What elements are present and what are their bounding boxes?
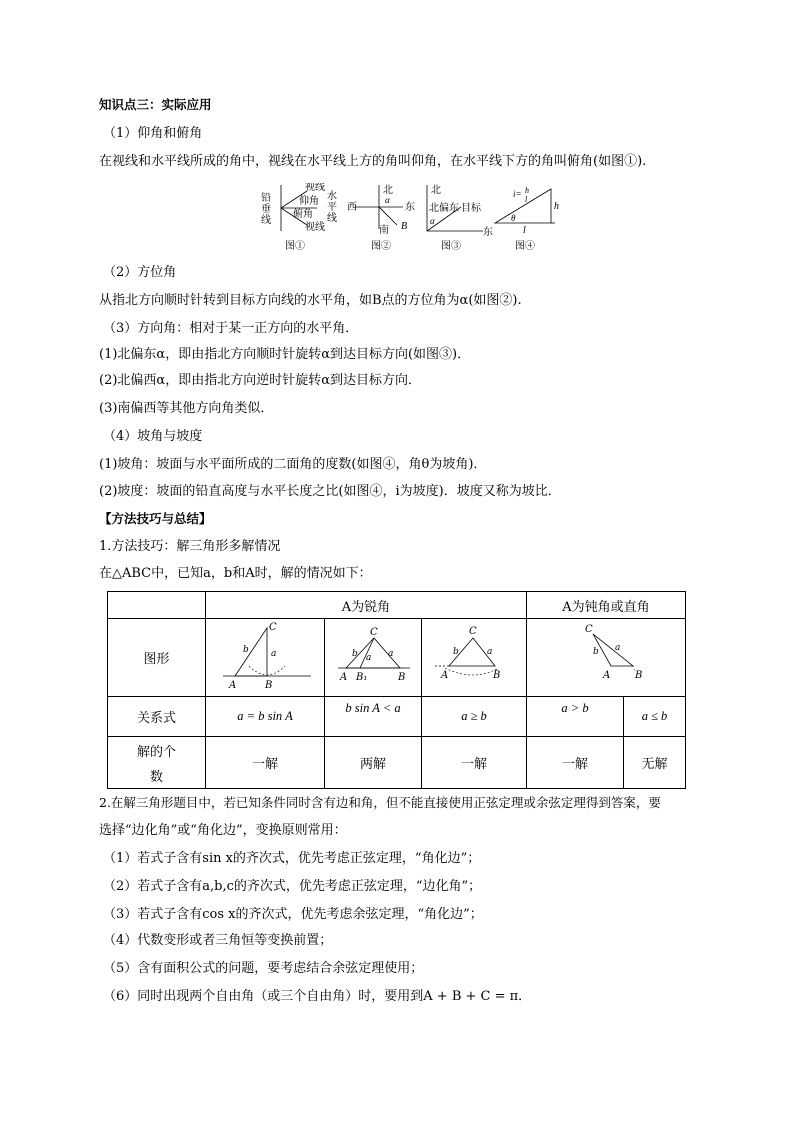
rule-2: （2）若式子含有a,b,c的齐次式，优先考虑正弦定理，“边化角”； xyxy=(103,879,482,894)
cell-figure-2 xyxy=(325,619,422,697)
fig-label: C xyxy=(469,625,477,637)
row-label-count-line1: 解的个 xyxy=(136,744,176,760)
fig3-caption: 图③ xyxy=(441,241,461,252)
fig-label: B xyxy=(635,669,643,681)
subsection-heading-bearing: （2）方位角 xyxy=(103,265,177,280)
fig-label: B xyxy=(398,671,406,683)
relation-cell: a ≤ b xyxy=(624,697,686,737)
fig1-label: 水 xyxy=(327,191,337,202)
method-2-line1 xyxy=(99,794,661,812)
fig4-label: l xyxy=(523,225,526,236)
solutions-table xyxy=(107,591,686,789)
fig-label: a xyxy=(271,648,277,659)
table-row-count xyxy=(108,737,686,789)
fig3-label: 北 xyxy=(431,185,441,196)
relation-cell: a > b xyxy=(527,697,624,737)
rule-4: （4）代数变形或者三角恒等变换前置； xyxy=(103,933,333,948)
rule-5: （5）含有面积公式的问题，要考虑结合余弦定理使用； xyxy=(103,961,424,976)
fig1-label: 俯角 xyxy=(293,209,313,220)
figure-1 xyxy=(261,183,337,252)
method-2-line2: 选择“边化角”或“角化边”，变换原则常用： xyxy=(99,823,347,838)
triangle-figure-2 xyxy=(328,620,418,692)
paragraph-bearing: 从指北方向顺时针转到目标方向线的水平角，如B点的方位角为α(如图②). xyxy=(99,293,522,308)
header-obtuse: A为钝角或直角 xyxy=(527,592,686,619)
fig2-label: 南 xyxy=(379,225,389,236)
count-cell: 无解 xyxy=(624,737,686,789)
fig3-label: 北偏东 xyxy=(429,203,459,214)
count-cell: 一解 xyxy=(206,737,325,789)
table-row-figure xyxy=(108,619,686,697)
paragraph-direction-2: (2)北偏西α，即由指北方向逆时针旋转α到达目标方向． xyxy=(99,373,421,388)
fig1-label: 视线 xyxy=(305,183,325,193)
subsection-heading-slope: （4）坡角与坡度 xyxy=(103,429,203,444)
row-label-relation: 关系式 xyxy=(108,697,206,737)
cell-figure-3 xyxy=(422,619,527,697)
fig2-label: 东 xyxy=(405,202,415,213)
paragraph-direction-3: (3)南偏西等其他方向角类似． xyxy=(99,401,274,416)
method-1-heading: 1.方法技巧：解三角形多解情况 xyxy=(99,539,281,554)
fig-label: A xyxy=(229,679,237,691)
fig4-label: h xyxy=(554,201,559,212)
relation-cell: b sin A < a xyxy=(325,697,422,737)
fig3-label: 东 xyxy=(483,227,493,238)
section-title: 知识点三：实际应用 xyxy=(99,97,212,112)
fig-label: a xyxy=(366,652,372,663)
fig-label: B xyxy=(493,669,501,681)
row-label-count xyxy=(108,737,206,789)
count-cell: 两解 xyxy=(325,737,422,789)
fig1-label: 铅 xyxy=(261,193,271,204)
fig-label: A xyxy=(340,671,348,683)
rule-3: （3）若式子含有cos x的齐次式，优先考虑余弦定理，“角化边”； xyxy=(103,907,483,922)
row-label-count-line2: 数 xyxy=(149,769,163,785)
cell-figure-4 xyxy=(527,619,686,697)
fig3-label: 目标 xyxy=(461,203,481,214)
table-header-row xyxy=(108,592,686,619)
triangle-figure-4 xyxy=(551,620,661,692)
method-section-title: 【方法技巧与总结】 xyxy=(99,511,212,526)
fig-label: b xyxy=(243,644,249,655)
method-1-intro: 在△ABC中，已知a，b和A时，解的情况如下： xyxy=(99,566,372,581)
fig4-label: i= xyxy=(513,189,522,199)
fig3-label: α xyxy=(430,216,435,226)
figure-2 xyxy=(347,184,415,252)
figure-3 xyxy=(427,184,493,252)
subsection-heading-direction: （3）方向角：相对于某一正方向的水平角． xyxy=(103,321,359,336)
fig2-label: B xyxy=(401,221,408,232)
fig-label: a xyxy=(388,648,394,659)
rule-6: （6）同时出现两个自由角（或三个自由角）时，要用到A + B + C = π． xyxy=(103,989,532,1004)
fig-label: b xyxy=(453,646,459,657)
fig-label: C xyxy=(370,626,378,638)
triangle-figure-3 xyxy=(429,620,519,692)
table-row-relation xyxy=(108,697,686,737)
figure-4 xyxy=(495,186,559,252)
count-cell: 一解 xyxy=(422,737,527,789)
paragraph-elevation: 在视线和水平线所成的角中，视线在水平线上方的角叫仰角，在水平线下方的角叫俯角(如图①). xyxy=(99,154,647,169)
fig-label: C xyxy=(585,623,593,635)
fig-label: b xyxy=(352,648,358,659)
paragraph-direction-1: (1)北偏东α，即由指北方向顺时针旋转α到达目标方向(如图③)． xyxy=(99,347,471,362)
subsection-heading-elevation: （1）仰角和俯角 xyxy=(103,126,203,141)
fig-label: a xyxy=(615,642,621,653)
fig-label: C xyxy=(269,621,277,633)
fig2-label: 西 xyxy=(347,202,357,213)
method-2-text: 2.在解三角形题目中，若已知条件同时含有边和角，但不能直接使用正弦定理或余弦定理得到答案，要 xyxy=(99,795,661,810)
figures-row xyxy=(255,183,575,255)
paragraph-slope-1: (1)坡角：坡面与水平面所成的二面角的度数(如图④，角θ为坡角)． xyxy=(99,457,487,472)
fig-label: B₁ xyxy=(356,671,368,683)
rule-1: （1）若式子含有sin x的齐次式，优先考虑正弦定理，“角化边”； xyxy=(103,851,481,866)
row-label-figure: 图形 xyxy=(108,619,206,697)
fig1-label: 线 xyxy=(327,213,337,224)
relation-cell: a ≥ b xyxy=(422,697,527,737)
cell-figure-1 xyxy=(206,619,325,697)
fig1-label: 仰角 xyxy=(299,196,319,207)
fig4-caption: 图④ xyxy=(515,241,535,252)
fig1-caption: 图① xyxy=(285,241,305,252)
fig1-label: 视线 xyxy=(305,222,325,233)
figures-illustration xyxy=(255,183,575,255)
fig2-label: 北 xyxy=(383,185,393,196)
fig4-label: h xyxy=(525,186,529,195)
fig4-label: θ xyxy=(511,213,516,223)
fig2-caption: 图② xyxy=(371,241,391,252)
fig1-label: 线 xyxy=(261,215,271,226)
fig4-label: l xyxy=(525,195,528,204)
triangle-figure-1 xyxy=(215,620,315,692)
fig2-label: α xyxy=(385,195,390,205)
relation-cell: a = b sin A xyxy=(206,697,325,737)
count-cell: 一解 xyxy=(527,737,624,789)
fig-label: B xyxy=(265,679,273,691)
fig-label: a xyxy=(487,646,493,657)
fig-label: A xyxy=(441,669,449,681)
fig-label: A xyxy=(603,669,611,681)
fig1-label: 垂 xyxy=(261,204,271,215)
fig1-label: 平 xyxy=(327,202,337,213)
paragraph-slope-2: (2)坡度：坡面的铅直高度与水平长度之比(如图④，i为坡度)．坡度又称为坡比． xyxy=(99,484,561,499)
fig-label: b xyxy=(593,646,599,657)
table-corner-cell xyxy=(108,592,206,619)
header-acute: A为锐角 xyxy=(206,592,527,619)
